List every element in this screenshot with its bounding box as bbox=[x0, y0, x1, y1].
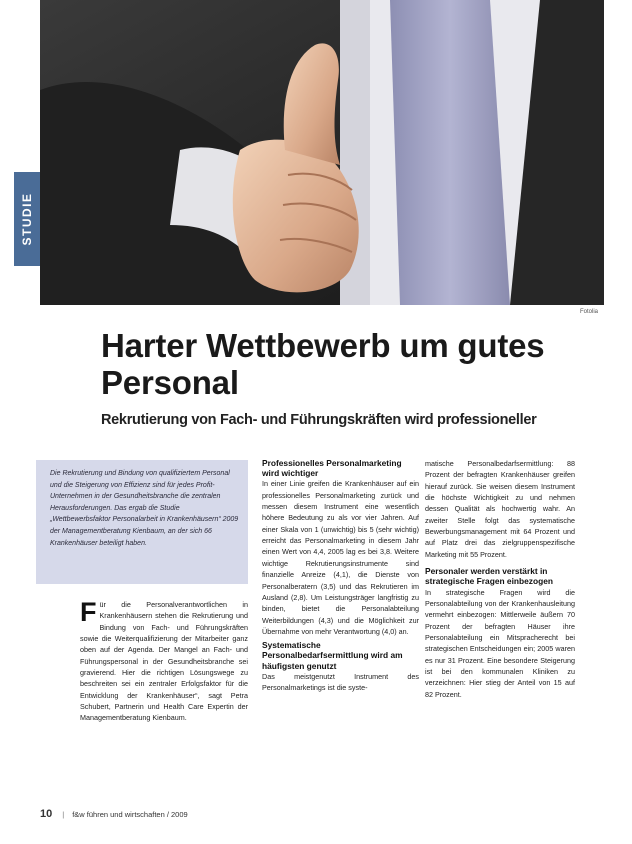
subheading-personalbedarf: Systematische Personalbedarfsermittlung wird am häufigsten genutzt bbox=[262, 640, 403, 671]
body-column-2 bbox=[262, 458, 419, 694]
intro-box bbox=[36, 460, 248, 584]
hero-photo bbox=[40, 0, 604, 305]
body-text-2b: Das meistgenutzt Instrument des Personalmarketings ist die syste- bbox=[262, 671, 419, 693]
subheading-personalmarketing: Professionelles Personalmarketing wird wichtiger bbox=[262, 458, 402, 479]
thumbs-up-photo-illustration bbox=[40, 0, 604, 305]
footer-separator: | bbox=[62, 810, 65, 819]
article-headline: Harter Wettbewerb um gutes Personal bbox=[101, 327, 545, 401]
subheading-strategische-fragen: Personaler werden verstärkt in strategische Fragen einbezogen bbox=[425, 566, 553, 587]
body-column-3 bbox=[425, 458, 575, 700]
section-tab bbox=[14, 172, 40, 266]
publication-name: f&w führen und wirtschaften / 2009 bbox=[72, 810, 188, 819]
body-text-3a: matische Personalbedarfsermittlung: 88 Prozent der befragten Krankenhäuser greifen hierauf zurück. Sie weisen diesem Instrument die höchste Wichtigkeit zu und nehmen dessen Qualität als hochwertig wahr. An zweiter Stelle folgt das systematische Bewerbungsmanagement mit 64 Prozent und auf Platz drei das zielgruppenspezifische Marketing mit 55 Prozent. bbox=[425, 459, 575, 559]
page-number: 10 bbox=[40, 808, 53, 820]
intro-text: Die Rekrutierung und Bindung von qualifiziertem Personal und die Steigerung von Effizienz sind für jedes Profit-Unternehmen in der Gesundheitsbranche die zentralen Herausforderungen. Das ergab die Studie „Wettbewerbsfaktor Personalarbeit in Krankenhäusern“ 2009 der Managementberatung Kienbaum, an der sich 66 Krankenhäuser beteiligt haben. bbox=[50, 470, 239, 547]
page-footer bbox=[40, 808, 600, 820]
section-tab-label: STUDIE bbox=[20, 192, 34, 246]
body-text-1: ür die Personalverantwortlichen in Krankenhäusern stehen die Rekrutierung und Bindung von Fach- und Führungskräften sowie die Weiterqualifizierung der Mitarbeiter ganz oben auf der Agenda. Der Mangel an Fach- und Führungspersonal in der Gesundheitsbranche sei gravierend. Hier die richtigen Lösungswege zu beschreiten sei ein zentraler Erfolgsfaktor für die Entwicklung der Krankenhäuser“, sagt Petra Schubert, Partnerin und Health Care Expertin der Managementberatung Kienbaum. bbox=[80, 600, 248, 723]
photo-credit: Fotolia bbox=[579, 309, 598, 315]
dropcap: F bbox=[80, 597, 97, 627]
body-text-2a: In einer Linie greifen die Krankenhäuser auf ein professionelles Personalmarketing zurück und messen diesem Instrument eine wesentlich höhere Bedeutung zu als vor vier Jahren. Auf einer Skala von 1 (unwichtig) bis 5 (sehr wichtig) erreicht das Personalmarketing in diesem Jahr einen Wert von 4,4, 2005 lag es bei 3,8. Weitere wichtige Rekrutierungsinstrumente sind finanzielle Anreize (4,1), die Dienste von Personalberatern (3,5) und das Rekrutieren im Ausland (2,8). Um Leistungsträger langfristig zu binden, bietet die Personalabteilung Weiterbildungen (4,3) und die Möglichkeit zur Übernahme von mehr Verantwortung (4,0) an. bbox=[262, 479, 419, 636]
body-text-3b: In strategische Fragen wird die Personalabteilung von der Krankenhausleitung vermehrt einbezogen: Mittlerweile äußern 70 Prozent der befragten Häuser ihre Personalabteilung ein Mitspracherecht bei strategischen Entscheidungen ein; 2005 waren es nur 31 Prozent. Eine besondere Steigerung ist bei den kommunalen Kliniken zu verzeichnen: Hier stieg der Anteil von 15 auf 82 Prozent. bbox=[425, 587, 575, 699]
article-subheadline: Rekrutierung von Fach- und Führungskräften wird professioneller bbox=[101, 412, 537, 428]
body-column-1 bbox=[80, 599, 248, 724]
